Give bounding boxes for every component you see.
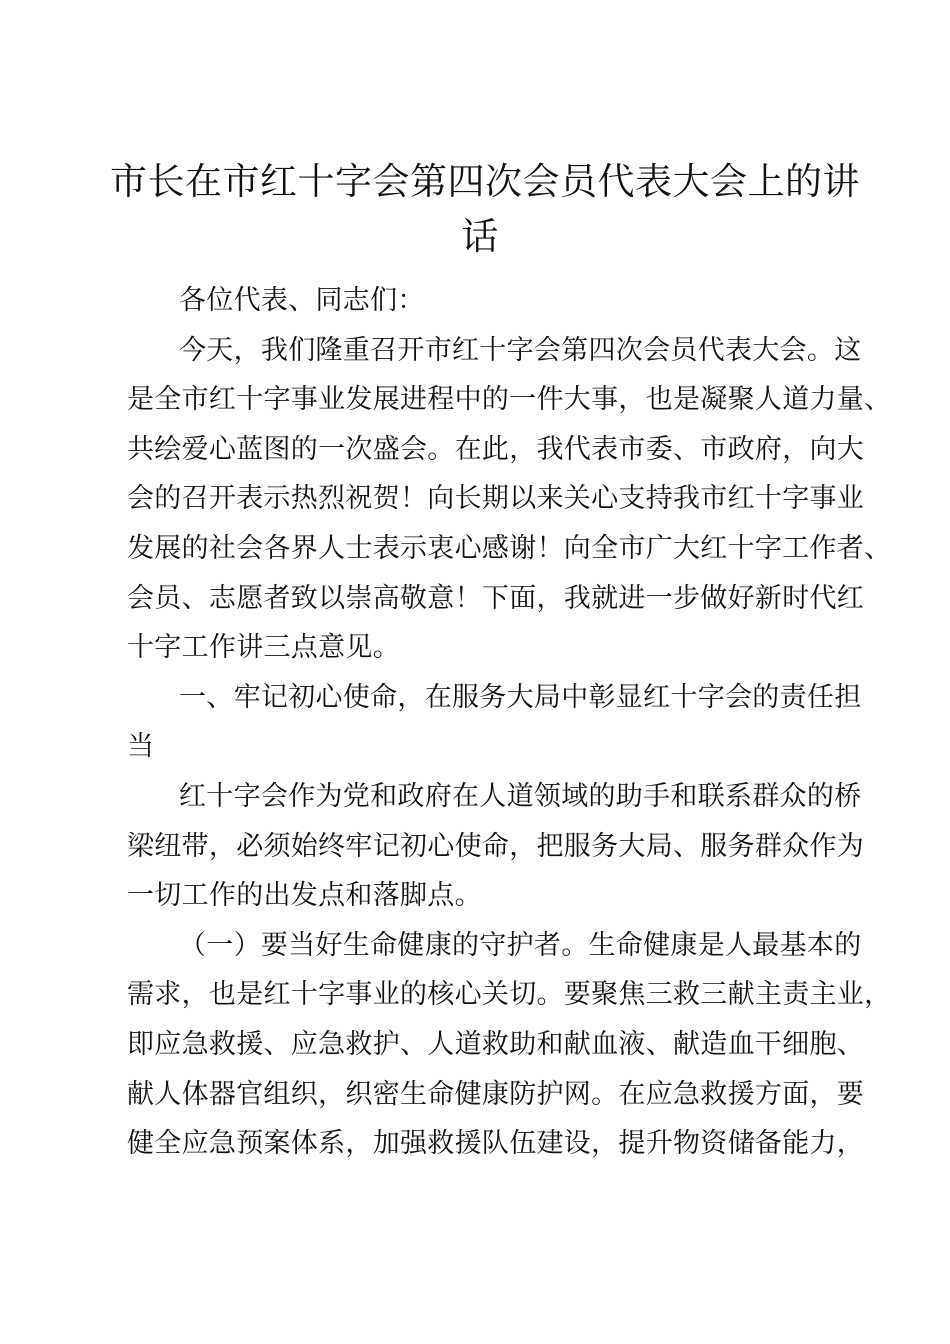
- salutation-paragraph: [127, 276, 837, 326]
- section-heading: [127, 673, 862, 772]
- document-body: [127, 276, 892, 1169]
- text-line: 当: [127, 731, 155, 763]
- text-line: 发展的社会各界人士表示衷心感谢！向全市广大红十字工作者、: [127, 532, 892, 564]
- text-line: 各位代表、同志们：: [179, 285, 425, 316]
- text-line: 是全市红十字事业发展进程中的一件大事，也是凝聚人道力量、: [127, 384, 892, 416]
- opening-paragraph: [127, 326, 892, 673]
- text-line: 一切工作的出发点和落脚点。: [127, 880, 482, 912]
- text-line: 一、牢记初心使命，在服务大局中彰显红十字会的责任担: [179, 681, 862, 713]
- text-line: 十字工作讲三点意见。: [127, 632, 400, 664]
- text-line: （一）要当好生命健康的守护者。生命健康是人最基本的: [179, 929, 862, 961]
- text-line: 会的召开表示热烈祝贺！向长期以来关心支持我市红十字事业: [127, 483, 865, 515]
- text-line: 即应急救援、应急救护、人道救助和献血液、献造血干细胞、: [127, 1028, 865, 1060]
- text-line: 会员、志愿者致以崇高敬意！下面，我就进一步做好新时代红: [127, 582, 865, 614]
- text-line: 健全应急预案体系，加强救援队伍建设，提升物资储备能力，: [127, 1128, 865, 1160]
- text-line: 梁纽带，必须始终牢记初心使命，把服务大局、服务群众作为: [127, 830, 865, 862]
- text-line: 红十字会作为党和政府在人道领域的助手和联系群众的桥: [179, 780, 862, 812]
- section-intro-paragraph: [127, 772, 865, 921]
- title-line: 市长在市红十字会第四次会员代表大会上的讲: [110, 160, 860, 203]
- text-line: 今天，我们隆重召开市红十字会第四次会员代表大会。这: [179, 334, 862, 366]
- section-item-paragraph: [127, 921, 892, 1169]
- document-title: [110, 154, 860, 264]
- text-line: 需求，也是红十字事业的核心关切。要聚焦三救三献主责主业，: [127, 979, 892, 1011]
- title-line: 话: [461, 215, 499, 258]
- text-line: 共绘爱心蓝图的一次盛会。在此，我代表市委、市政府，向大: [127, 433, 865, 465]
- text-line: 献人体器官组织，织密生命健康防护网。在应急救援方面，要: [127, 1078, 865, 1110]
